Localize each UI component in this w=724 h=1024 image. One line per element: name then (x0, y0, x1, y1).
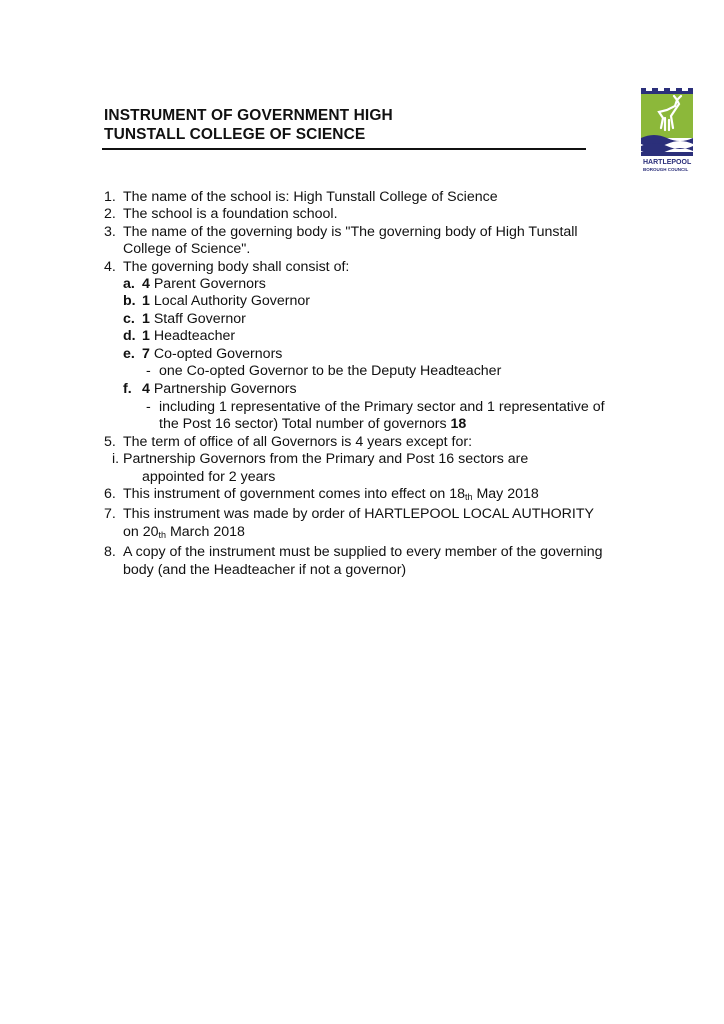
sub-item-a: a. 4 Parent Governors (123, 276, 266, 293)
total-governors: 18 (450, 416, 467, 433)
list-item: 8. A copy of the instrument must be supplied to every member of the governing body (and the Headteacher if not a governor) (104, 544, 603, 578)
list-item: 2. The school is a foundation school. (104, 206, 338, 223)
sub-item-c: c. 1 Staff Governor (123, 310, 246, 327)
list-item: 3. The name of the governing body is "The governing body of High Tunstall College of Science". (104, 223, 578, 258)
logo-subtitle: BOROUGH COUNCIL (643, 167, 689, 172)
list-item: 4. The governing body shall consist of: (104, 258, 350, 275)
list-item: 5. The term of office of all Governors is 4 years except for: (104, 433, 473, 450)
list-item: 6. This instrument of government comes into effect on 18th May 2018 (104, 485, 539, 502)
list-item: 7. This instrument was made by order of HARTLEPOOL LOCAL AUTHORITY on 20th March 2018 (104, 506, 594, 540)
instrument-list (104, 189, 624, 579)
sub-item-e: e. 7 Co-opted Governors (123, 345, 283, 362)
sub-item-b: b. 1 Local Authority Governor (123, 293, 310, 310)
title-underline (102, 148, 586, 150)
logo-name: HARTLEPOOL (643, 159, 692, 166)
title-line-2: TUNSTALL COLLEGE OF SCIENCE (104, 126, 366, 143)
document-title (104, 106, 393, 144)
sub-item-f: f. 4 Partnership Governors (123, 381, 297, 398)
sub-item-e-note: - one Co-opted Governor to be the Deputy Headteacher (146, 363, 502, 380)
list-item: 1. The name of the school is: High Tunstall College of Science (104, 189, 498, 205)
sub-item-d: d. 1 Headteacher (123, 328, 236, 345)
sub-item-f-note: - including 1 representative of the Primary sector and 1 representative of the Post 16 sector) Total number of governors 18 (146, 398, 605, 433)
title-line-1: INSTRUMENT OF GOVERNMENT HIGH (104, 107, 393, 124)
sub-item-i: i. Partnership Governors from the Primary and Post 16 sectors are appointed for 2 years (112, 451, 529, 485)
council-crest-icon (641, 88, 693, 158)
